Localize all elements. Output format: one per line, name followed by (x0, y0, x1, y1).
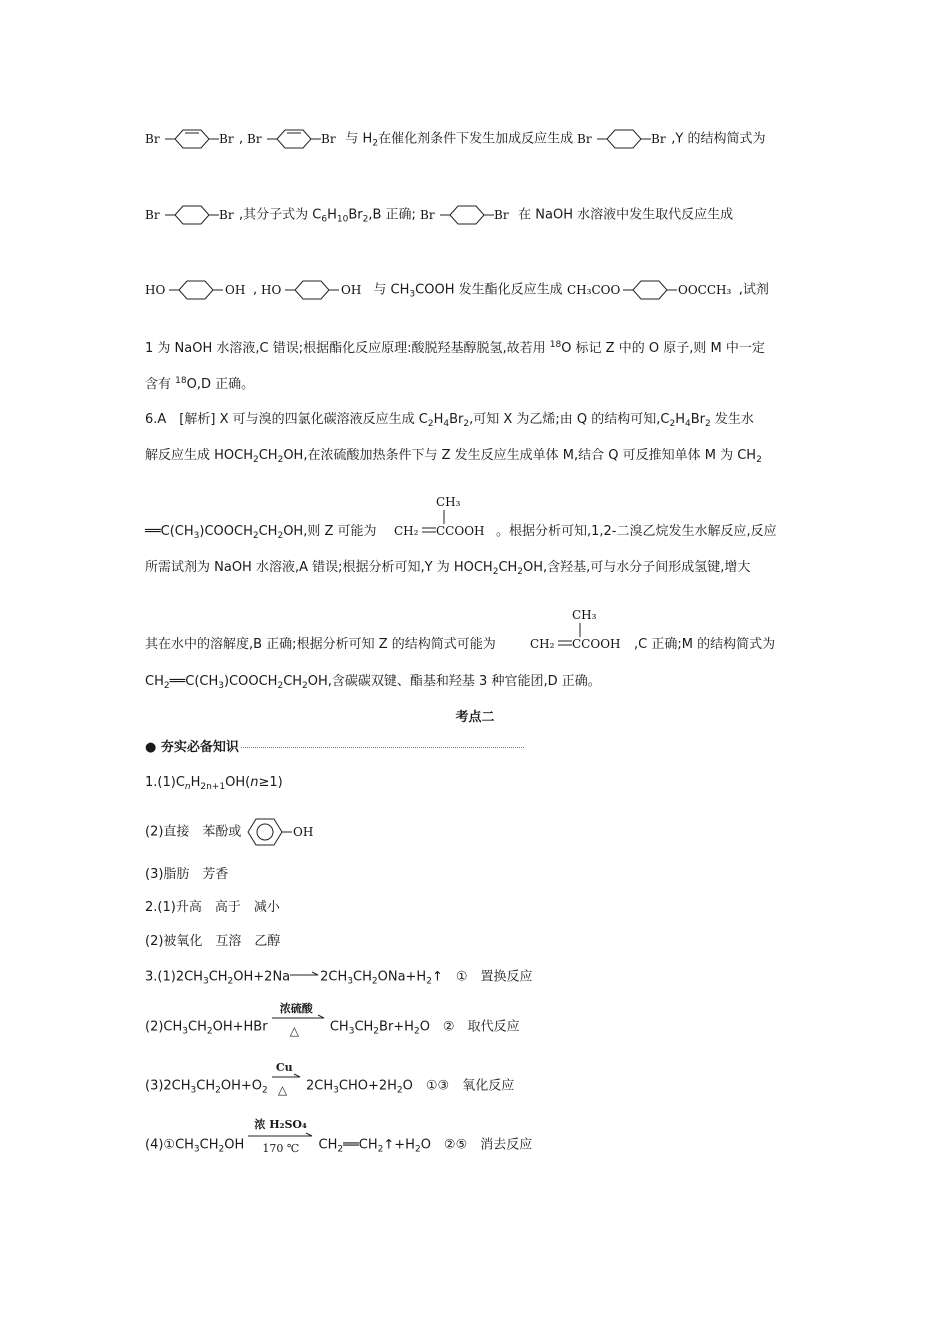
diacetoxy-cyclohexane (567, 279, 739, 301)
svg-text:CH₂: CH₂ (530, 637, 555, 651)
svg-text:OH: OH (225, 283, 246, 297)
dibromo-cyclohexane (577, 128, 671, 150)
reaction-arrow-conditions: 浓 H₂SO₄ 170 ℃ (248, 1135, 314, 1155)
section-title: 考点二 (455, 710, 495, 725)
svg-text:OH: OH (292, 825, 313, 839)
svg-text:Br: Br (420, 208, 435, 222)
svg-text:Br: Br (219, 132, 234, 146)
svg-text:CH₃COO: CH₃COO (566, 283, 621, 297)
knowledge-header: ● 夯实必备知识 (145, 738, 524, 758)
svg-text:CH₂: CH₂ (394, 524, 419, 538)
knowledge-8: $(3)2CH_3CH_2OH+O_2$ Cu △ $2CH_3CHO+2H_2O$ ①③ 氧化反应 (145, 1061, 515, 1097)
knowledge-5: (2)被氧化 互溶 乙醇 (145, 934, 281, 949)
cyclohexanediol (261, 279, 369, 301)
methacrylic-acid-structure (394, 492, 500, 542)
svg-text:Br: Br (145, 208, 160, 222)
dibromo-cyclohexene-2 (247, 128, 341, 150)
svg-text:CH₃: CH₃ (436, 495, 461, 509)
knowledge-4: 2.(1)升高 高于 减小 (145, 900, 280, 915)
row-5: 含有 $^{18}$O,D 正确。 (145, 376, 255, 392)
svg-text:Br: Br (145, 132, 160, 146)
svg-text:Br: Br (651, 132, 666, 146)
knowledge-9: $(4)①CH_3CH_2OH$ 浓 H₂SO₄ 170 ℃ $CH_2══CH_2↑+H_2O$ ②⑤ 消去反应 (145, 1118, 533, 1155)
q6-line-2: 解反应生成 $HOCH_2CH_2OH$,在浓硫酸加热条件下与 Z 发生反应生成单体 M,结合 Q 可反推知单体 M 为 $CH_2$ (145, 448, 762, 465)
reaction-arrow (290, 967, 320, 987)
knowledge-6: $3.(1)2CH_3CH_2OH+2Na$ $2CH_3CH_2ONa+H_2↑$ ① 置换反应 (145, 967, 533, 988)
svg-text:CCOOH: CCOOH (436, 524, 485, 538)
dibromo-cyclohexane (420, 204, 514, 226)
dibromo-cyclohexane (145, 204, 239, 226)
q6-line-5b: ,C 正确;M 的结构简式为 (634, 637, 776, 652)
q6-line-3b: 。根据分析可知,1,2-二溴乙烷发生水解反应,反应 (496, 524, 777, 539)
svg-text:Br: Br (494, 208, 509, 222)
separator: , (239, 131, 244, 147)
knowledge-3: (3)脂肪 芳香 (145, 867, 229, 882)
knowledge-1: $1.(1)C_nH_{2n+1}OH(n\ge 1)$ (145, 775, 283, 792)
svg-text:OH: OH (341, 283, 362, 297)
phenol-structure (246, 816, 318, 848)
q6-line-1: 6.A [解析] X 可与溴的四氯化碳溶液反应生成 $C_2H_4Br_2$,可知 X 为乙烯;由 Q 的结构可知$,C_2H_4Br_2$ 发生水 (145, 412, 754, 429)
svg-text:CH₃: CH₃ (572, 608, 597, 622)
row-3: HO OH , HO OH 与 $CH_3COOH$ 发生酯化反应生成 CH₃COO OOCCH₃ ,试剂 (145, 279, 769, 301)
knowledge-2: (2)直接 苯酚或 OH (145, 816, 318, 848)
knowledge-7: $(2)CH_3CH_2OH+HBr$ 浓硫酸 △ $CH_3CH_2Br+H_2O$ ② 取代反应 (145, 1002, 520, 1038)
q6-line-4: 所需试剂为 NaOH 水溶液,A 错误;根据分析可知,Y 为 $HOCH_2CH_2OH$,含羟基,可与水分子间形成氢键,增大 (145, 560, 751, 577)
svg-text:HO: HO (145, 283, 166, 297)
svg-text:Br: Br (247, 132, 262, 146)
q6-line-5: 其在水中的溶解度,B 正确;根据分析可知 Z 的结构简式可能为 (145, 637, 496, 652)
svg-text:Br: Br (577, 132, 592, 146)
reaction-arrow-conditions: 浓硫酸 △ (272, 1017, 326, 1037)
methacrylic-acid-structure (530, 605, 636, 655)
dotted-rule (241, 747, 524, 748)
reaction-arrow-conditions: Cu △ (272, 1076, 302, 1096)
dibromo-cyclohexene-1 (145, 128, 239, 150)
row-4: 1 为 NaOH 水溶液,C 错误;根据酯化反应原理:酸脱羟基醇脱氢,故若用 $^{18}$O 标记 Z 中的 O 原子,则 M 中一定 (145, 340, 765, 356)
svg-text:HO: HO (261, 283, 282, 297)
row-1: Br Br , Br Br 与 $H_2$在催化剂条件下发生加成反应生成 Br Br ,Y 的结构简式为 (145, 128, 765, 150)
cyclohexanediol (145, 279, 253, 301)
svg-text:Br: Br (219, 208, 234, 222)
svg-text:Br: Br (321, 132, 336, 146)
bullet-icon: ● (145, 740, 157, 755)
svg-text:OOCCH₃: OOCCH₃ (677, 283, 732, 297)
svg-text:CCOOH: CCOOH (572, 637, 621, 651)
q6-line-6: $CH_2══C(CH_3)COOCH_2CH_2OH$,含碳碳双键、酯基和羟基 3 种官能团,D 正确。 (145, 674, 601, 691)
row-2: Br Br ,其分子式为 $C_6H_{10}Br_2,B$ 正确; Br Br 在 NaOH 水溶液中发生取代反应生成 (145, 204, 733, 226)
q6-line-3: $══C(CH_3)COOCH_2CH_2OH$,则 Z 可能为 (145, 524, 377, 541)
